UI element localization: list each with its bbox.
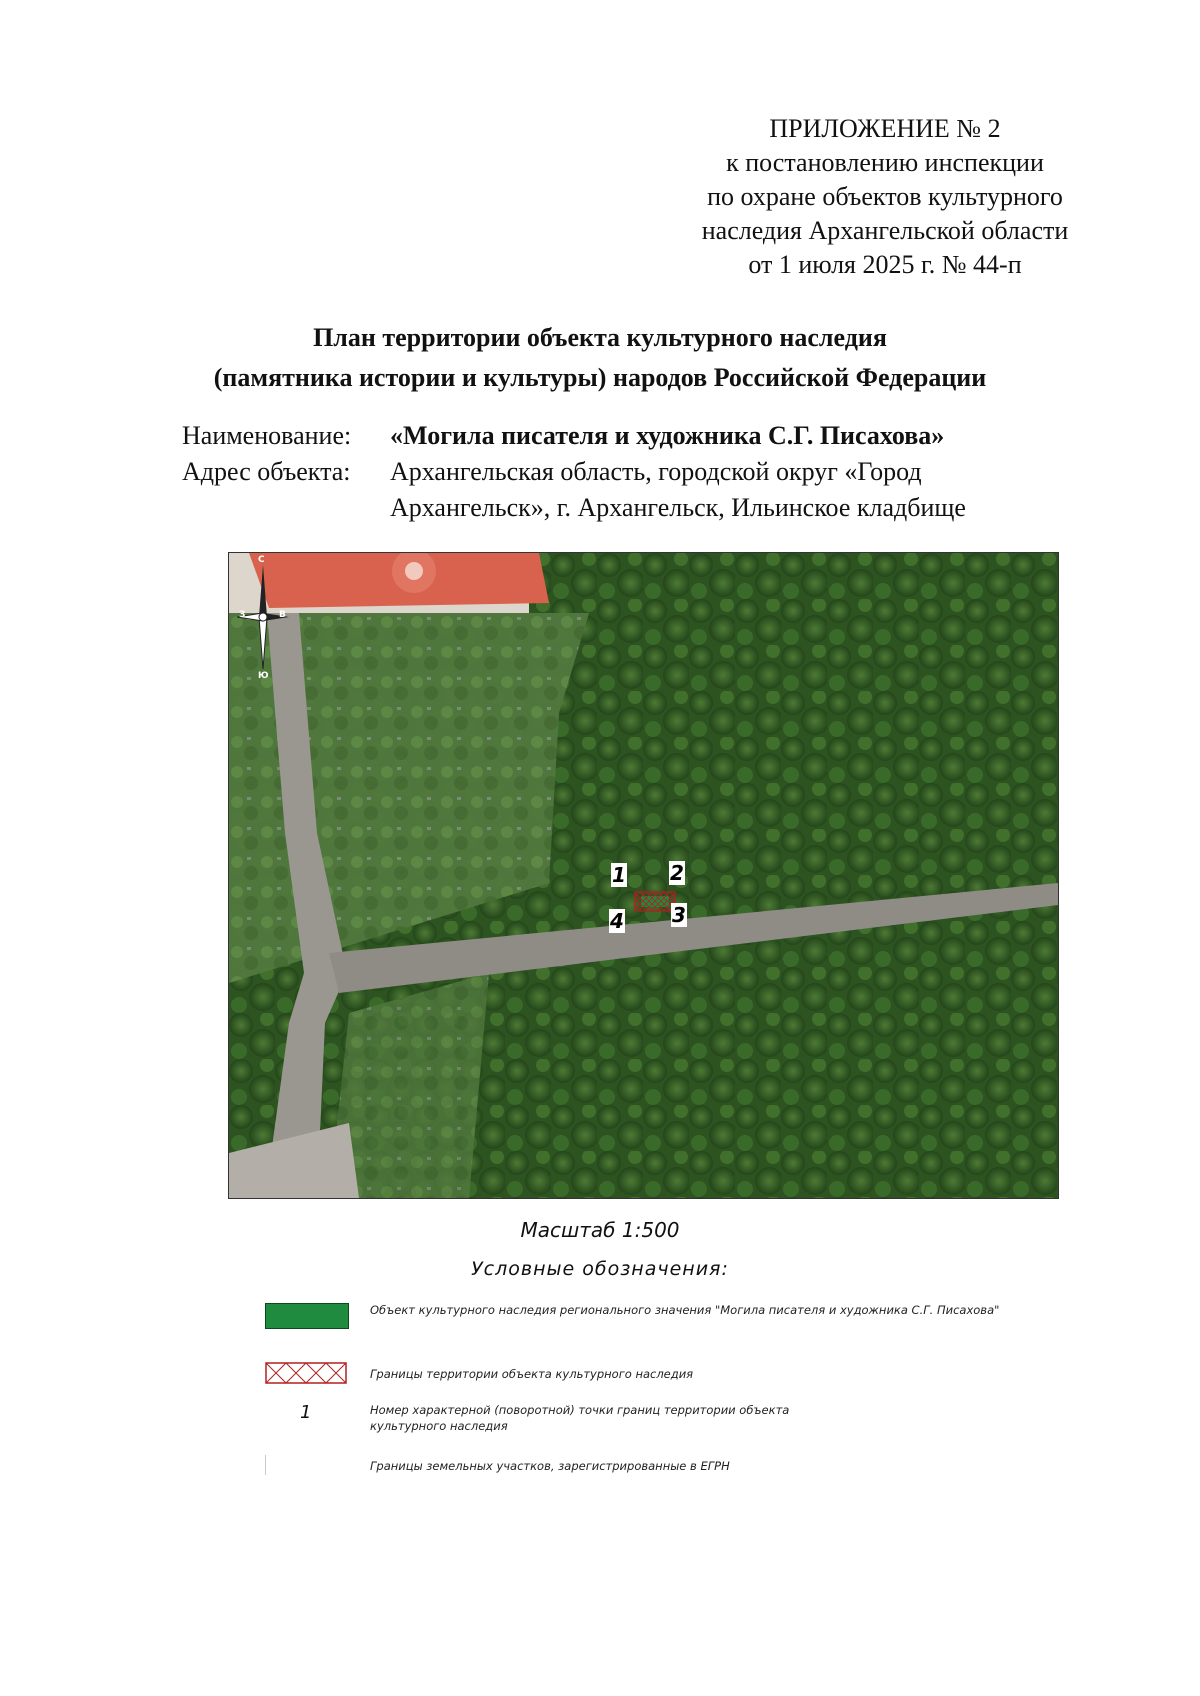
compass-north: С — [258, 555, 265, 565]
address-line: Архангельск», г. Архангельск, Ильинское кладбище — [390, 493, 966, 522]
legend-territory-boundary: Границы территории объекта культурного наследия — [370, 1367, 694, 1381]
appendix-line: наследия Архангельской области — [701, 216, 1069, 245]
legend-land-parcels: Границы земельных участков, зарегистрированные в ЕГРН — [370, 1459, 730, 1473]
appendix-line: к постановлению инспекции — [726, 148, 1044, 177]
appendix-number: ПРИЛОЖЕНИЕ № 2 — [769, 114, 1001, 143]
map-scale: Масштаб 1:500 — [520, 1218, 680, 1242]
legend-heritage-object: Объект культурного наследия регионального значения "Могила писателя и художника С.Г. Писахова" — [370, 1303, 1000, 1317]
heritage-object-swatch — [265, 1303, 349, 1329]
name-value: «Могила писателя и художника С.Г. Писахова» — [390, 421, 945, 450]
boundary-point-label: 3 — [672, 903, 686, 927]
compass-east: В — [279, 610, 286, 620]
land-parcel-swatch — [265, 1455, 266, 1475]
appendix-line: по охране объектов культурного — [707, 182, 1063, 211]
appendix-header — [640, 112, 1130, 282]
address-line: Архангельская область, городской округ «Город — [390, 457, 922, 486]
appendix-date: от 1 июля 2025 г. № 44-п — [748, 250, 1022, 279]
satellite-map — [228, 552, 1059, 1199]
compass-south: Ю — [258, 671, 269, 681]
boundary-point-label: 4 — [610, 909, 624, 933]
legend-point-number: Номер характерной (поворотной) точки границ территории объекта культурного наследия — [370, 1403, 790, 1433]
title-line: (памятника истории и культуры) народов Российской Федерации — [213, 363, 987, 392]
document-title — [150, 318, 1050, 398]
map-image — [229, 553, 1058, 1198]
title-line: План территории объекта культурного наследия — [313, 323, 887, 352]
point-number-sample: 1 — [300, 1402, 312, 1423]
legend-title: Условные обозначения: — [471, 1258, 729, 1280]
boundary-point-label: 1 — [612, 863, 626, 887]
boundary-point-label: 2 — [670, 861, 684, 885]
name-label: Наименование: — [182, 421, 352, 450]
compass-west: З — [239, 610, 246, 620]
territory-boundary-swatch — [265, 1362, 347, 1384]
address-label: Адрес объекта: — [182, 457, 351, 486]
